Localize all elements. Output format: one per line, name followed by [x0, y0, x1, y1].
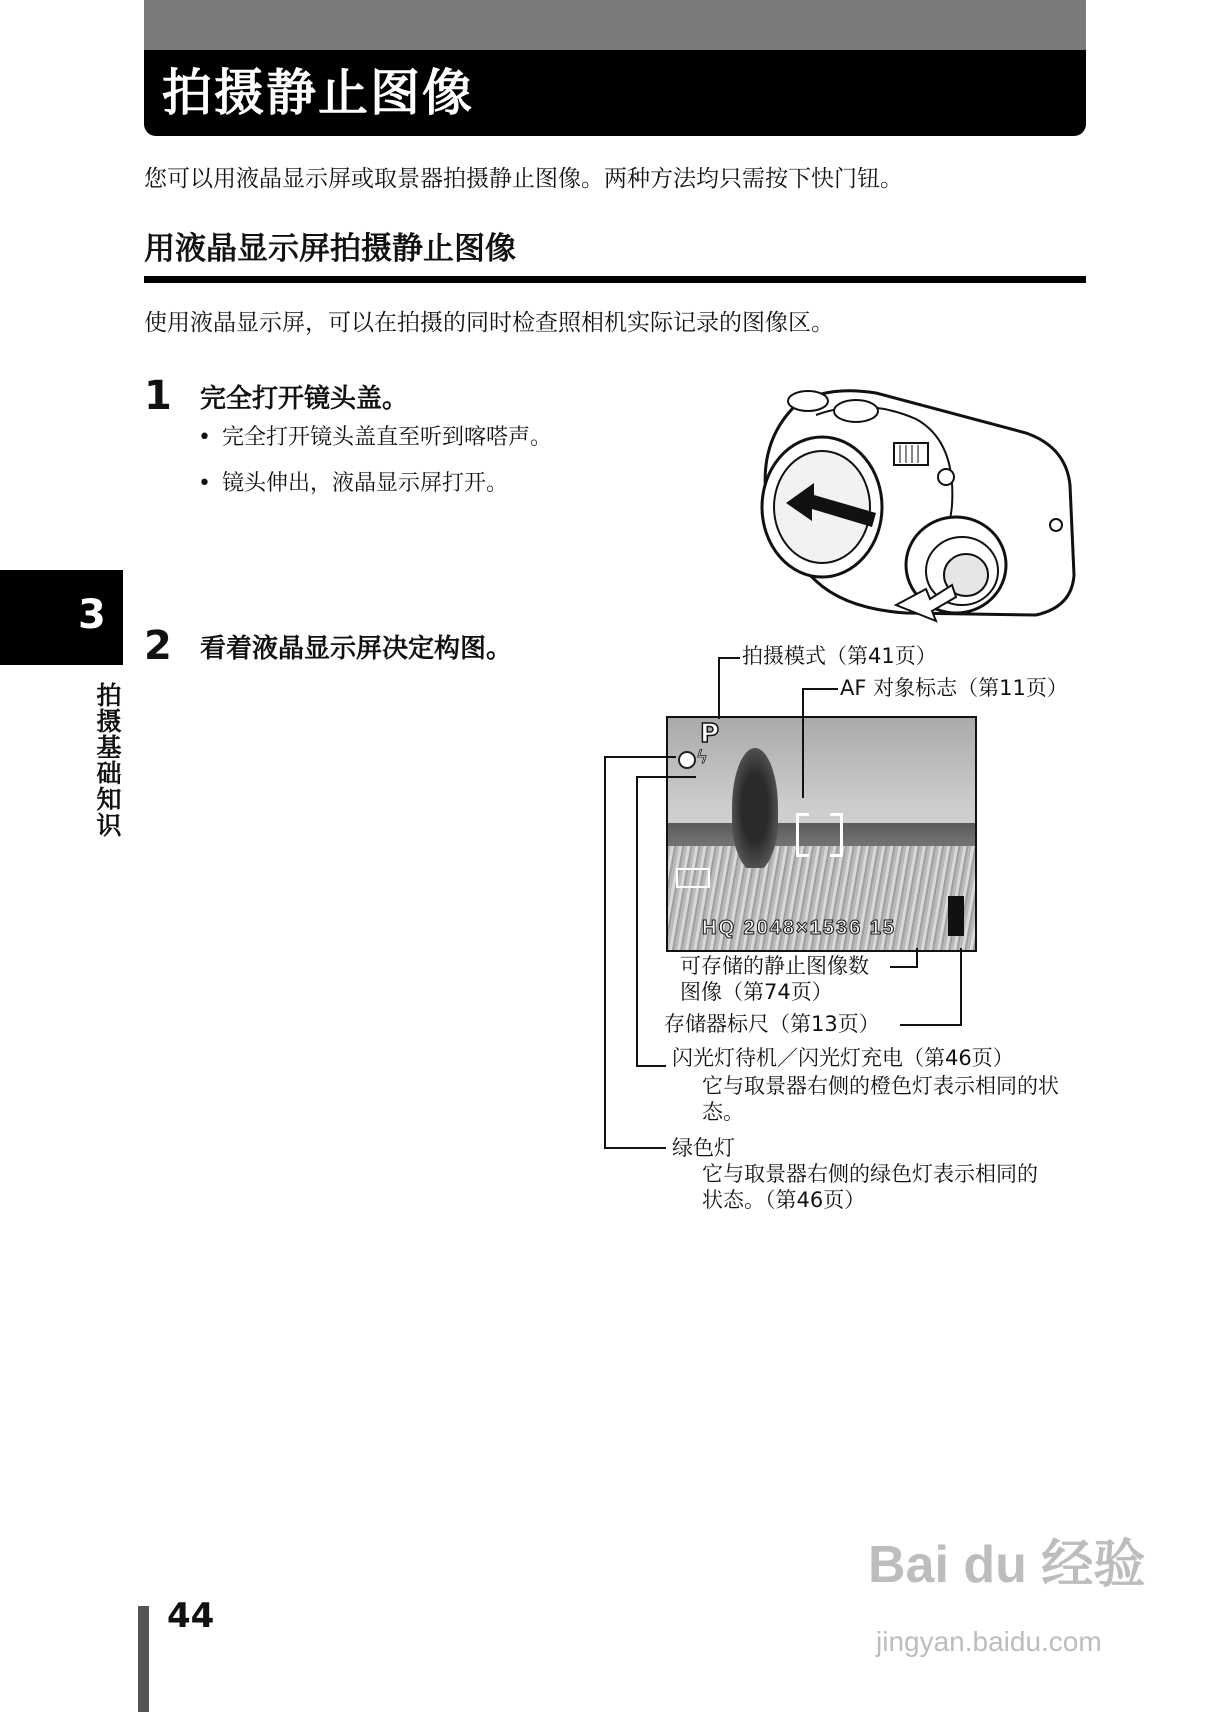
- watermark-logo: Bai du 经验: [868, 1536, 1146, 1594]
- chapter-number: 3: [78, 592, 106, 638]
- section-divider: [144, 276, 1086, 283]
- af-bracket-right: [830, 813, 843, 857]
- memory-gauge-bar: [948, 896, 964, 936]
- leader-line: [802, 688, 804, 798]
- af-bracket-left: [796, 813, 809, 857]
- callout-green-lamp: 绿色灯: [672, 1136, 735, 1160]
- header-top-band: [144, 0, 1086, 50]
- section-description: 使用液晶显示屏，可以在拍摄的同时检查照相机实际记录的图像区。: [144, 310, 834, 336]
- leader-line: [802, 688, 838, 690]
- leader-line: [604, 756, 606, 1148]
- camera-illustration: [756, 385, 1086, 635]
- section-heading: 用液晶显示屏拍摄静止图像: [144, 231, 516, 267]
- step-2-title: 看着液晶显示屏决定构图。: [200, 634, 513, 664]
- leader-line: [604, 756, 676, 758]
- callout-af-mark: AF 对象标志（第11页）: [840, 676, 1068, 700]
- callout-green-lamp-desc: 状态。（第46页）: [702, 1188, 866, 1212]
- lcd-status-readout: [702, 916, 896, 940]
- bullet-dot: •: [198, 471, 211, 496]
- image-quality-text: HQ 2048×1536: [702, 917, 863, 939]
- page-number: 44: [167, 1596, 215, 1636]
- step-1-bullet: • 完全打开镜头盖直至听到喀嗒声。: [198, 422, 552, 454]
- bullet-dot: •: [198, 425, 211, 450]
- storable-count-text: 15: [869, 917, 897, 939]
- intro-text: 您可以用液晶显示屏或取景器拍摄静止图像。两种方法均只需按下快门钮。: [144, 166, 903, 192]
- leader-line: [636, 776, 638, 1066]
- leader-line: [900, 1024, 962, 1026]
- step-1-number: 1: [144, 373, 172, 419]
- step-1-bullet: • 镜头伸出，液晶显示屏打开。: [198, 468, 508, 500]
- green-lamp-icon: [678, 751, 696, 769]
- shooting-mode-indicator: P: [700, 719, 720, 749]
- callout-memory-gauge: 存储器标尺（第13页）: [664, 1012, 880, 1036]
- leader-line: [636, 776, 696, 778]
- callout-flash-standby-desc: 它与取景器右侧的橙色灯表示相同的状: [702, 1074, 1059, 1098]
- leader-line: [890, 966, 918, 968]
- callout-storable-count-ref: 图像（第74页）: [680, 980, 833, 1004]
- callout-shooting-mode: 拍摄模式（第41页）: [742, 644, 937, 668]
- step-1-title: 完全打开镜头盖。: [200, 384, 409, 414]
- leader-line: [916, 948, 918, 968]
- callout-flash-standby-desc: 态。: [702, 1100, 744, 1124]
- callout-flash-standby: 闪光灯待机／闪光灯充电（第46页）: [672, 1046, 1014, 1070]
- leader-line: [604, 1147, 666, 1149]
- page-number-bar: [138, 1606, 149, 1712]
- page-title: 拍摄静止图像: [162, 64, 474, 122]
- flash-icon: ϟ: [696, 747, 708, 768]
- callout-green-lamp-desc: 它与取景器右侧的绿色灯表示相同的: [702, 1162, 1038, 1186]
- leader-line: [718, 657, 740, 659]
- callout-storable-count: 可存储的静止图像数: [680, 954, 869, 978]
- leader-line: [718, 657, 720, 719]
- memory-card-icon: [676, 868, 710, 888]
- watermark-url: jingyan.baidu.com: [876, 1626, 1102, 1657]
- leader-line: [960, 948, 962, 1025]
- leader-line: [636, 1065, 666, 1067]
- chapter-label: 拍摄基础知识: [93, 682, 122, 838]
- lcd-screen: [666, 716, 977, 952]
- tree-image: [732, 748, 778, 868]
- step-2-number: 2: [144, 623, 172, 669]
